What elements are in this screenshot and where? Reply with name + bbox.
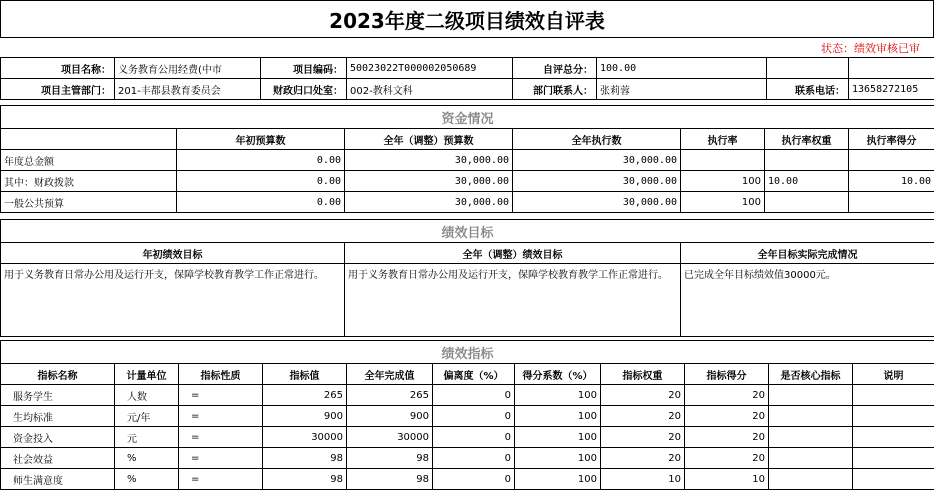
indicators-table — [0, 340, 934, 490]
table-row — [1, 192, 934, 213]
indicator-dev[interactable]: 0 — [433, 427, 515, 448]
fund-initial[interactable]: 0.00 — [177, 171, 345, 192]
table-row — [1, 171, 934, 192]
fund-weight[interactable] — [765, 192, 849, 213]
indicator-note[interactable] — [853, 385, 934, 406]
funds-header: 执行率得分 — [849, 129, 934, 150]
indicator-header: 指标得分 — [685, 364, 769, 385]
indicator-core[interactable] — [769, 406, 853, 427]
indicator-nature[interactable]: = — [179, 469, 263, 490]
page-title: 2023年度二级项目绩效自评表 — [0, 0, 934, 38]
goal-adjusted-text[interactable]: 用于义务教育日常办公用及运行开支，保障学校教育教学工作正常进行。 — [345, 264, 681, 337]
indicator-done[interactable]: 98 — [347, 448, 433, 469]
funds-section-title: 资金情况 — [1, 106, 934, 129]
fund-adjusted[interactable]: 30,000.00 — [345, 171, 513, 192]
goal-actual-text[interactable]: 已完成全年目标绩效值30000元。 — [681, 264, 934, 337]
indicator-header: 指标权重 — [601, 364, 685, 385]
funds-table — [0, 105, 934, 213]
funds-header: 年初预算数 — [177, 129, 345, 150]
phone-cell[interactable]: 13658272105 — [849, 79, 934, 100]
funds-header: 全年执行数 — [513, 129, 681, 150]
project-code-cell[interactable]: 50023022T000002050689 — [347, 58, 513, 79]
fund-adjusted[interactable]: 30,000.00 — [345, 192, 513, 213]
indicator-done[interactable]: 900 — [347, 406, 433, 427]
goal-initial-text[interactable]: 用于义务教育日常办公用及运行开支，保障学校教育教学工作正常进行。 — [1, 264, 345, 337]
indicator-unit[interactable]: 元 — [115, 427, 179, 448]
indicator-header: 指标名称 — [1, 364, 115, 385]
indicator-header: 说明 — [853, 364, 934, 385]
table-row — [1, 385, 934, 406]
indicator-nature[interactable]: = — [179, 406, 263, 427]
indicator-core[interactable] — [769, 469, 853, 490]
indicator-coef[interactable]: 100 — [515, 385, 601, 406]
fund-score[interactable] — [849, 150, 934, 171]
indicator-header: 指标值 — [263, 364, 347, 385]
fund-rate[interactable]: 100 — [681, 171, 765, 192]
indicator-weight[interactable]: 20 — [601, 385, 685, 406]
fund-name: 其中：财政拨款 — [1, 171, 177, 192]
indicator-weight[interactable]: 10 — [601, 469, 685, 490]
table-row — [1, 448, 934, 469]
table-row — [1, 150, 934, 171]
indicator-note[interactable] — [853, 469, 934, 490]
goals-header: 年初绩效目标 — [1, 243, 345, 264]
status-text: 状态：绩效审核已审 — [821, 42, 920, 55]
indicator-value[interactable]: 265 — [263, 385, 347, 406]
indicator-unit[interactable]: 人数 — [115, 385, 179, 406]
indicator-note[interactable] — [853, 406, 934, 427]
indicator-score[interactable]: 20 — [685, 406, 769, 427]
indicator-note[interactable] — [853, 448, 934, 469]
dept-cell[interactable]: 201-丰都县教育委员会 — [115, 79, 261, 100]
fund-executed[interactable]: 30,000.00 — [513, 150, 681, 171]
funds-header: 执行率 — [681, 129, 765, 150]
indicator-header: 全年完成值 — [347, 364, 433, 385]
contact-cell[interactable]: 张莉蓉 — [597, 79, 767, 100]
funds-header-empty — [1, 129, 177, 150]
indicator-weight[interactable]: 20 — [601, 448, 685, 469]
finance-label: 财政归口处室： — [261, 79, 347, 100]
fund-rate[interactable]: 100 — [681, 192, 765, 213]
indicator-core[interactable] — [769, 385, 853, 406]
fund-weight[interactable]: 10.00 — [765, 171, 849, 192]
indicator-score[interactable]: 20 — [685, 427, 769, 448]
finance-cell[interactable]: 002-教科文科 — [347, 79, 513, 100]
indicator-coef[interactable]: 100 — [515, 448, 601, 469]
indicator-header: 得分系数（%） — [515, 364, 601, 385]
fund-weight[interactable] — [765, 150, 849, 171]
project-name-label: 项目名称： — [1, 58, 115, 79]
contact-label: 部门联系人： — [513, 79, 597, 100]
indicator-header: 是否核心指标 — [769, 364, 853, 385]
phone-label: 联系电话： — [767, 79, 849, 100]
empty-cell[interactable] — [849, 58, 934, 79]
indicator-nature[interactable]: = — [179, 427, 263, 448]
fund-initial[interactable]: 0.00 — [177, 192, 345, 213]
project-code-label: 项目编码： — [261, 58, 347, 79]
goals-table — [0, 219, 934, 337]
indicator-dev[interactable]: 0 — [433, 385, 515, 406]
indicator-value[interactable]: 98 — [263, 469, 347, 490]
fund-name: 年度总金额 — [1, 150, 177, 171]
indicator-name: 资金投入 — [1, 427, 115, 448]
indicator-core[interactable] — [769, 427, 853, 448]
empty-cell[interactable] — [767, 58, 849, 79]
fund-rate[interactable] — [681, 150, 765, 171]
indicator-unit[interactable]: % — [115, 448, 179, 469]
indicator-score[interactable]: 10 — [685, 469, 769, 490]
indicator-coef[interactable]: 100 — [515, 406, 601, 427]
indicator-dev[interactable]: 0 — [433, 406, 515, 427]
self-score-label: 自评总分： — [513, 58, 597, 79]
indicator-header: 指标性质 — [179, 364, 263, 385]
goals-section-title: 绩效目标 — [1, 220, 934, 243]
fund-name: 一般公共预算 — [1, 192, 177, 213]
project-name-cell[interactable]: 义务教育公用经费(中市 — [115, 58, 261, 79]
indicator-name: 师生满意度 — [1, 469, 115, 490]
indicator-dev[interactable]: 0 — [433, 448, 515, 469]
indicator-nature[interactable]: = — [179, 385, 263, 406]
indicator-value[interactable]: 900 — [263, 406, 347, 427]
funds-header: 全年（调整）预算数 — [345, 129, 513, 150]
indicator-note[interactable] — [853, 427, 934, 448]
fund-executed[interactable]: 30,000.00 — [513, 171, 681, 192]
indicator-coef[interactable]: 100 — [515, 469, 601, 490]
fund-score[interactable]: 10.00 — [849, 171, 934, 192]
self-score-cell[interactable]: 100.00 — [597, 58, 767, 79]
indicator-score[interactable]: 20 — [685, 448, 769, 469]
indicator-done[interactable]: 30000 — [347, 427, 433, 448]
indicator-name: 服务学生 — [1, 385, 115, 406]
fund-score[interactable] — [849, 192, 934, 213]
table-row — [1, 406, 934, 427]
info-table — [0, 57, 934, 100]
funds-header: 执行率权重 — [765, 129, 849, 150]
indicator-header: 偏离度（%） — [433, 364, 515, 385]
dept-label: 项目主管部门： — [1, 79, 115, 100]
fund-executed[interactable]: 30,000.00 — [513, 192, 681, 213]
indicator-value[interactable]: 30000 — [263, 427, 347, 448]
indicator-weight[interactable]: 20 — [601, 406, 685, 427]
indicator-name: 社会效益 — [1, 448, 115, 469]
indicator-header: 计量单位 — [115, 364, 179, 385]
indicator-done[interactable]: 98 — [347, 469, 433, 490]
table-row — [1, 469, 934, 490]
indicator-coef[interactable]: 100 — [515, 427, 601, 448]
table-row — [1, 427, 934, 448]
fund-adjusted[interactable]: 30,000.00 — [345, 150, 513, 171]
indicator-unit[interactable]: % — [115, 469, 179, 490]
indicator-score[interactable]: 20 — [685, 385, 769, 406]
goals-header: 全年（调整）绩效目标 — [345, 243, 681, 264]
indicator-nature[interactable]: = — [179, 448, 263, 469]
indicator-weight[interactable]: 20 — [601, 427, 685, 448]
indicator-name: 生均标准 — [1, 406, 115, 427]
indicator-value[interactable]: 98 — [263, 448, 347, 469]
indicator-unit[interactable]: 元/年 — [115, 406, 179, 427]
indicator-done[interactable]: 265 — [347, 385, 433, 406]
indicator-core[interactable] — [769, 448, 853, 469]
goals-header: 全年目标实际完成情况 — [681, 243, 934, 264]
indicators-section-title: 绩效指标 — [1, 341, 934, 364]
fund-initial[interactable]: 0.00 — [177, 150, 345, 171]
indicator-dev[interactable]: 0 — [433, 469, 515, 490]
